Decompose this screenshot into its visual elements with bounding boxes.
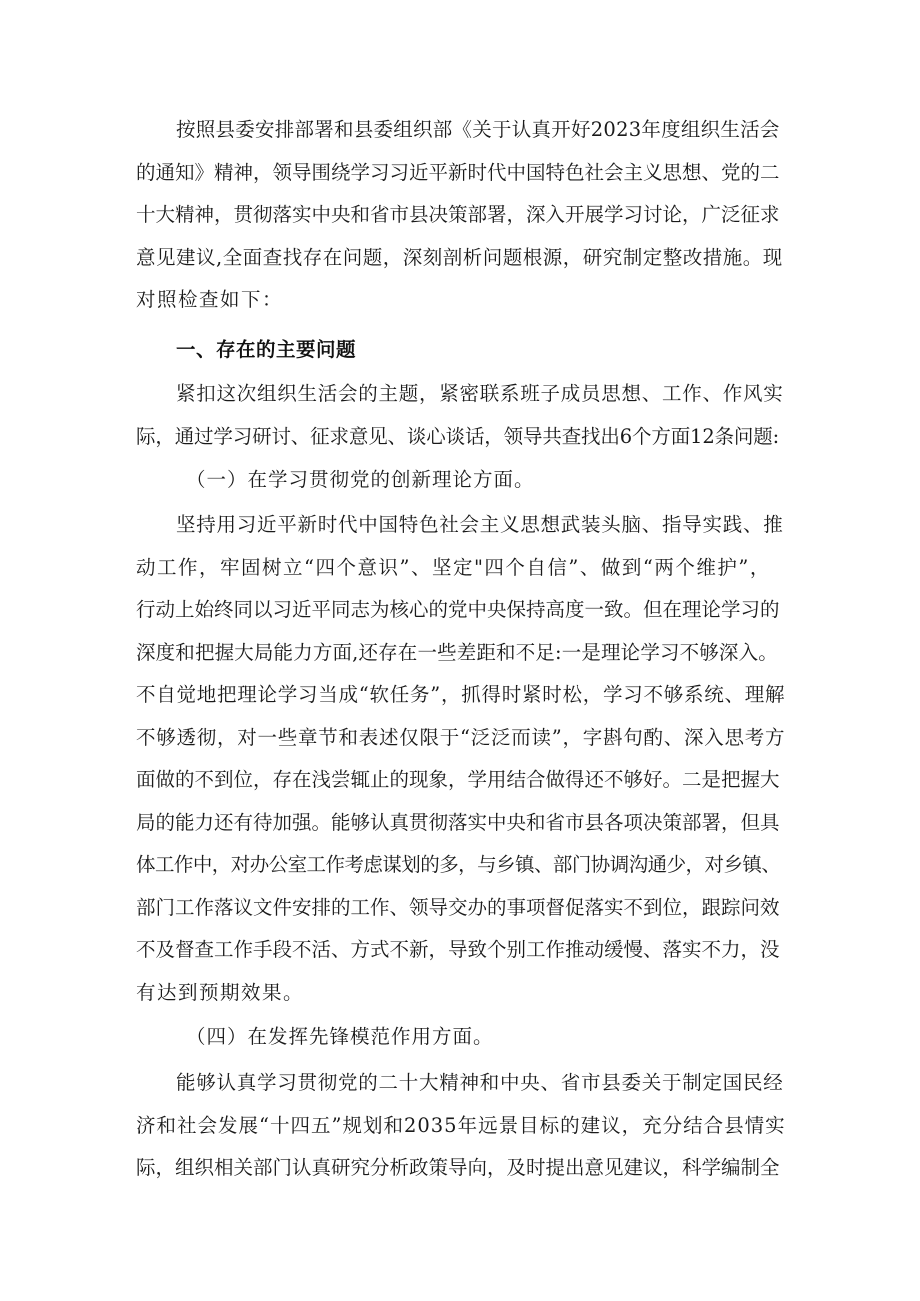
sub1-line-3: 行动上始终同以习近平同志为核心的党中央保持高度一致。但在理论学习的 xyxy=(136,598,780,621)
sub1-line-12: 有达到预期效果。 xyxy=(136,981,305,1004)
intro-line-5: 对照检查如下： xyxy=(136,288,284,311)
sub1-line-8: 局的能力还有待加强。能够认真贯彻落实中央和省市县各项决策部署，但具 xyxy=(136,811,780,834)
subsection-heading-1: （一）在学习贯彻党的创新理论方面。 xyxy=(186,468,535,491)
sub1-line-4: 深度和把握大局能力方面,还存在一些差距和不足:一是理论学习不够深入。 xyxy=(136,641,778,664)
sub1-line-7: 面做的不到位，存在浅尝辄止的现象，学用结合做得还不够好。二是把握大 xyxy=(136,768,780,791)
sub4-line-3: 际，组织相关部门认真研究分析政策导向，及时提出意见建议，科学编制全 xyxy=(136,1156,780,1179)
section-heading-main-problems: 一、存在的主要问题 xyxy=(176,338,357,361)
intro-line-2: 的通知》精神，领导围绕学习习近平新时代中国特色社会主义思想、党的二 xyxy=(136,161,780,184)
section1-line-1: 紧扣这次组织生活会的主题，紧密联系班子成员思想、工作、作风实 xyxy=(176,382,784,405)
sub4-line-2: 济和社会发展“十四五”规划和2035年远景目标的建议，充分结合县情实 xyxy=(136,1114,786,1137)
sub1-line-10: 部门工作落议文件安排的工作、领导交办的事项督促落实不到位，跟踪问效 xyxy=(136,896,780,919)
sub1-line-2: 动工作，牢固树立“四个意识”、坚定"四个自信”、做到“两个维护”， xyxy=(136,556,771,579)
sub1-line-1: 坚持用习近平新时代中国特色社会主义思想武装头脑、指导实践、推 xyxy=(176,513,784,536)
intro-line-3: 十大精神，贯彻落实中央和省市县决策部署，深入开展学习讨论，广泛征求 xyxy=(136,203,780,226)
sub4-line-1: 能够认真学习贯彻党的二十大精神和中央、省市县委关于制定国民经 xyxy=(176,1071,784,1094)
sub1-line-6: 不够透彻，对一些章节和表述仅限于“泛泛而读”，字斟句酌、深入思考方 xyxy=(136,726,786,749)
sub1-line-5: 不自觉地把理论学习当成“软任务”，抓得时紧时松，学习不够系统、理解 xyxy=(136,683,786,706)
intro-line-4: 意见建议,全面查找存在问题，深刻剖析问题根源，研究制定整改措施。现 xyxy=(136,246,783,269)
section1-line-2: 际，通过学习研讨、征求意见、谈心谈话，领导共查找出6个方面12条问题: xyxy=(136,425,780,448)
sub1-line-11: 不及督查工作手段不活、方式不新，导致个别工作推动缓慢、落实不力，没 xyxy=(136,938,780,961)
subsection-heading-4: （四）在发挥先锋模范作用方面。 xyxy=(186,1025,494,1048)
sub1-line-9: 体工作中，对办公室工作考虑谋划的多，与乡镇、部门协调沟通少，对乡镇、 xyxy=(136,853,781,876)
intro-line-1: 按照县委安排部署和县委组织部《关于认真开好2023年度组织生活会 xyxy=(176,118,780,141)
